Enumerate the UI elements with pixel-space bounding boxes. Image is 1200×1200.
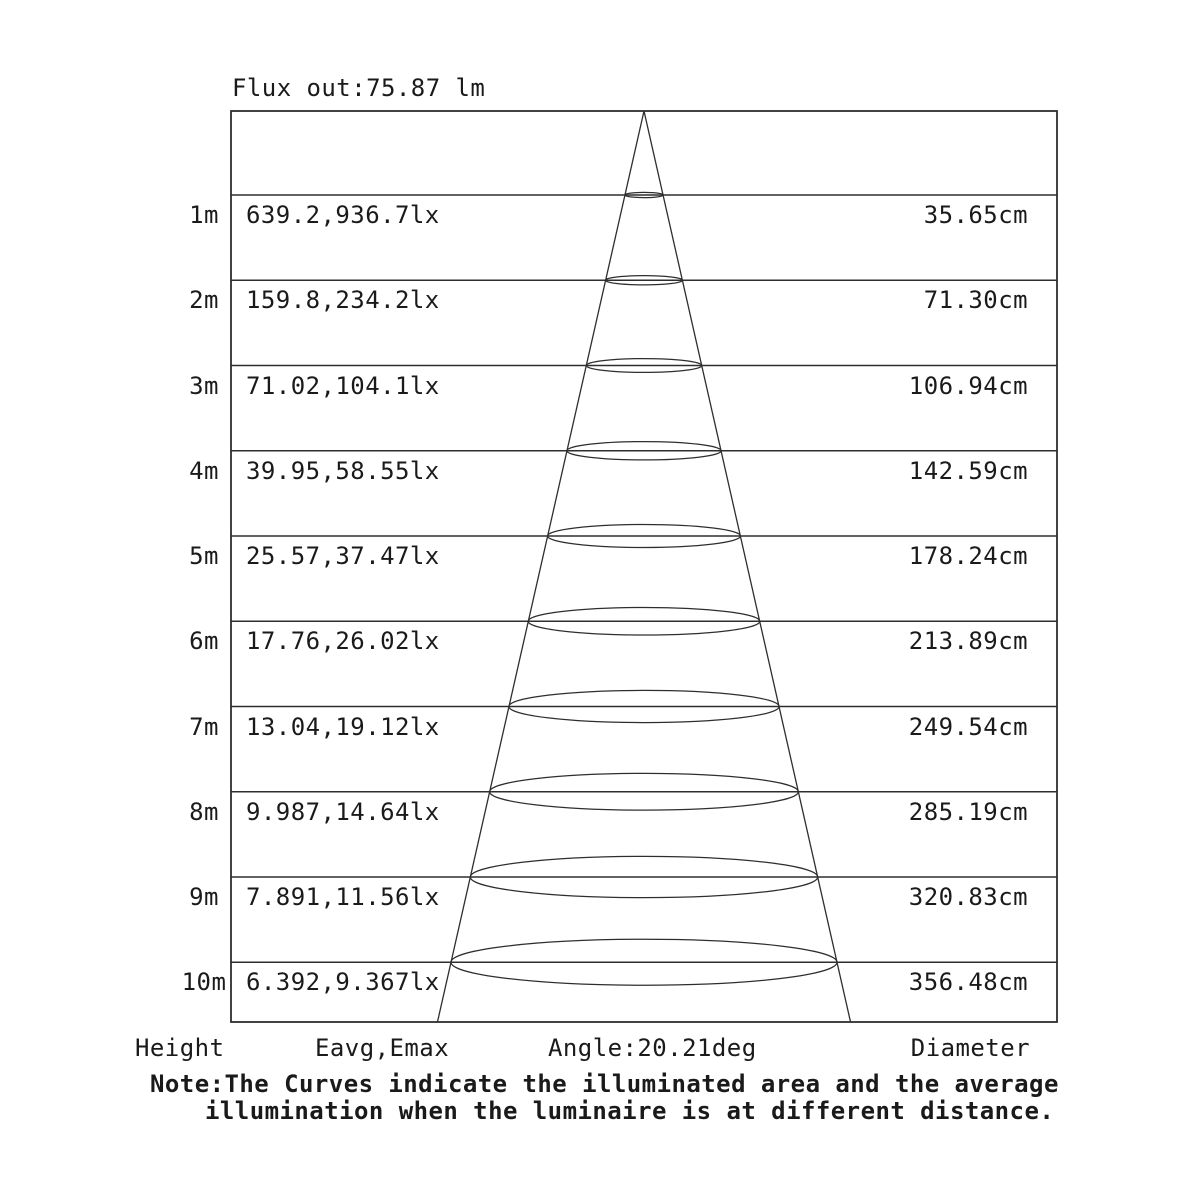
footer-eavg-emax-label: Eavg,Emax — [315, 1034, 450, 1062]
row-height-label-8m: 8m — [189, 797, 219, 826]
footer-beam-angle-label: Angle:20.21deg — [548, 1034, 757, 1062]
row-height-label-10m: 10m — [181, 968, 227, 997]
row-eavg-emax-value-8m: 9.987,14.64lx — [246, 797, 440, 826]
row-height-label-1m: 1m — [189, 201, 219, 229]
flux-output-title: Flux out:75.87 lm — [232, 74, 486, 102]
row-diameter-value-7m: 249.54cm — [908, 712, 1028, 741]
footer-diameter-label: Diameter — [910, 1034, 1030, 1062]
row-height-label-4m: 4m — [189, 456, 219, 485]
row-height-label-3m: 3m — [189, 371, 219, 400]
row-diameter-value-8m: 285.19cm — [908, 797, 1028, 826]
footer-height-label: Height — [135, 1034, 225, 1062]
row-height-label-9m: 9m — [189, 883, 219, 911]
row-diameter-value-6m: 213.89cm — [908, 627, 1028, 656]
row-height-label-2m: 2m — [189, 286, 219, 315]
row-eavg-emax-value-10m: 6.392,9.367lx — [246, 968, 440, 997]
row-eavg-emax-value-6m: 17.76,26.02lx — [246, 627, 440, 656]
cone-edge-left — [437, 111, 644, 1022]
row-height-label-7m: 7m — [189, 712, 219, 741]
row-height-label-5m: 5m — [189, 542, 219, 570]
row-diameter-value-5m: 178.24cm — [908, 542, 1028, 570]
row-eavg-emax-value-7m: 13.04,19.12lx — [246, 712, 440, 741]
row-eavg-emax-value-1m: 639.2,936.7lx — [246, 201, 440, 229]
row-eavg-emax-value-9m: 7.891,11.56lx — [246, 883, 440, 911]
cone-edge-right — [644, 111, 851, 1022]
row-height-label-6m: 6m — [189, 627, 219, 656]
row-eavg-emax-value-4m: 39.95,58.55lx — [246, 456, 440, 485]
row-eavg-emax-value-5m: 25.57,37.47lx — [246, 542, 440, 570]
row-diameter-value-4m: 142.59cm — [908, 456, 1028, 485]
row-diameter-value-9m: 320.83cm — [908, 883, 1028, 911]
note-text-line1: Note:The Curves indicate the illuminated area and the average — [150, 1070, 1059, 1098]
row-diameter-value-1m: 35.65cm — [923, 201, 1028, 229]
row-diameter-value-10m: 356.48cm — [908, 968, 1028, 997]
row-diameter-value-3m: 106.94cm — [908, 371, 1028, 400]
row-diameter-value-2m: 71.30cm — [923, 286, 1028, 315]
row-eavg-emax-value-2m: 159.8,234.2lx — [246, 286, 440, 315]
row-eavg-emax-value-3m: 71.02,104.1lx — [246, 371, 440, 400]
note-text-line2: illumination when the luminaire is at different distance. — [205, 1097, 1055, 1125]
